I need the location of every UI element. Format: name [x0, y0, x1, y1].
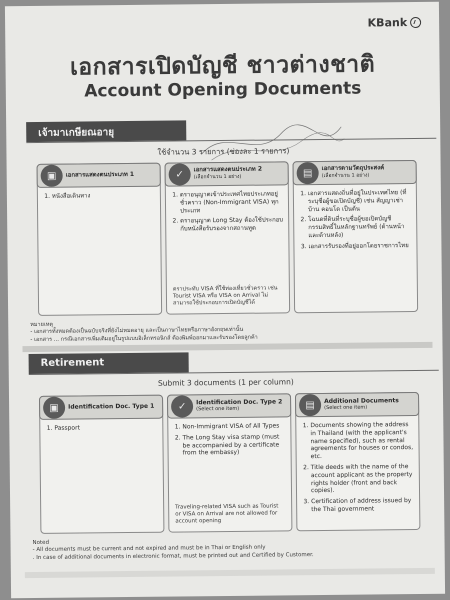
column-title: เอกสารแสดงตนประเภท 1	[65, 170, 135, 179]
list-item: 2. โฉนดที่ดินที่ระบุชื่อผู้ขอเปิดบัญชี กรรมสิทธิ์ในหลักฐานทรัพย์ (ด้านหน้าและด้านหลัง)	[308, 215, 411, 239]
remark-heading: Noted	[32, 539, 50, 547]
list-item: 2. Title deeds with the name of the account applicant as the property rights holder (front and back copies).	[311, 463, 414, 495]
english-column-1	[39, 395, 164, 534]
column-title: Identification Doc. Type 1	[68, 402, 155, 411]
list-item: 2. ตราอนุญาต Long Stay ต้องใช้ประกอบกับหนังสือรับรองจากสถานทูต	[180, 217, 283, 234]
id-card-icon: ▣	[43, 397, 65, 419]
instruction-thai: ใช้จำนวน 3 รายการ (ช่องละ 1 รายการ)	[157, 146, 290, 157]
stamp-icon: ✓	[171, 395, 193, 417]
column-title: Identification Doc. Type 2	[196, 397, 283, 406]
column-title: Additional Documents	[324, 396, 399, 405]
english-column-2	[167, 393, 292, 532]
brand-name: KBank	[367, 16, 408, 30]
list-item: 1. หนังสือเดินทาง	[52, 192, 155, 201]
title-english: Account Opening Documents	[84, 78, 362, 102]
kbank-mark-icon	[410, 17, 421, 28]
stamp-icon: ✓	[169, 163, 191, 185]
instruction-english: Submit 3 documents (1 per column)	[157, 377, 294, 388]
kbank-logo	[368, 16, 422, 30]
document-icon: ▤	[299, 394, 321, 416]
bottom-band	[25, 568, 435, 578]
column-select-hint: (Select one item)	[324, 404, 368, 412]
section-heading-english: Retirement	[29, 352, 189, 374]
list-item: 2. The Long Stay visa stamp (must be accompanied by a certificate from the embassy)	[182, 433, 285, 457]
thai-column-2	[165, 161, 291, 314]
column-select-hint: (เลือกจำนวน 1 อย่าง)	[193, 174, 242, 181]
english-column-3	[295, 392, 420, 531]
remark-heading: หมายเหตุ	[30, 321, 53, 329]
remarks-english	[33, 536, 433, 562]
thai-column-1	[37, 163, 163, 316]
column-note: ตราประทับ VISA ที่ใช้ท่องเที่ยวชั่วคราว เช่น Tourist VISA หรือ VISA on Arrival ไม่สามารถใช้ประกอบการเปิดบัญชีได้	[172, 285, 278, 307]
id-card-icon: ▣	[41, 165, 63, 187]
remarks-thai	[30, 318, 430, 344]
document-page	[5, 2, 445, 599]
list-item: 1. เอกสารแสดงถิ่นที่อยู่ในประเทศไทย (ที่ระบุชื่อผู้ขอเปิดบัญชี) เช่น สัญญาเช่าบ้าน คอนโด เป็นต้น	[308, 189, 411, 213]
column-select-hint: (Select one item)	[196, 406, 240, 413]
thai-column-3	[293, 160, 419, 313]
remark-line: . In case of additional documents in electronic format, must be printed out and Certified by Customer.	[32, 551, 314, 561]
column-title: เอกสารแสดงตนประเภท 2	[193, 165, 263, 173]
title-thai: เอกสารเปิดบัญชี ชาวต่างชาติ	[69, 51, 376, 81]
list-item: 1. ตราอนุญาตเข้าประเทศไทยประเภทอยู่ชั่วคราว (Non-Immigrant VISA) ทุกประเภท	[180, 190, 283, 214]
section-heading-thai: เจ้ามาเกษียณอายุ	[26, 120, 186, 142]
column-select-hint: (เลือกจำนวน 1 อย่าง)	[321, 172, 370, 180]
remark-line: - เอกสาร ... กรณีเอกสารเพิ่มเติมอยู่ในรูปแบบอิเล็กทรอนิกส์ ต้องพิมพ์ออกมาและรับรองโดยลูกค้า	[30, 334, 258, 343]
list-item: 3. เอกสารรับรองที่อยู่ออกโดยราชการไทย	[308, 242, 411, 251]
list-item: 3. Certification of address issued by the Thai government	[311, 497, 414, 514]
list-item: 1. Passport	[54, 424, 157, 433]
remark-line: - เอกสารทั้งหมดต้องเป็นฉบับจริงที่ยังไม่หมดอายุ และเป็นภาษาไทยหรือภาษาอังกฤษเท่านั้น	[30, 327, 244, 336]
document-icon: ▤	[297, 162, 319, 184]
list-item: 1. Non-Immigrant VISA of All Types	[182, 422, 285, 431]
remark-line: - All documents must be current and not expired and must be in Thai or English only	[32, 545, 266, 554]
column-title: เอกสารตามวัตถุประสงค์	[321, 163, 385, 172]
list-item: 1. Documents showing the address in Thailand (with the applicant's name specified), such as rental agreements for houses or condos, etc.	[310, 421, 413, 461]
column-note: Traveling-related VISA such as Tourist or VISA on Arrival are not allowed for account opening	[175, 503, 279, 525]
